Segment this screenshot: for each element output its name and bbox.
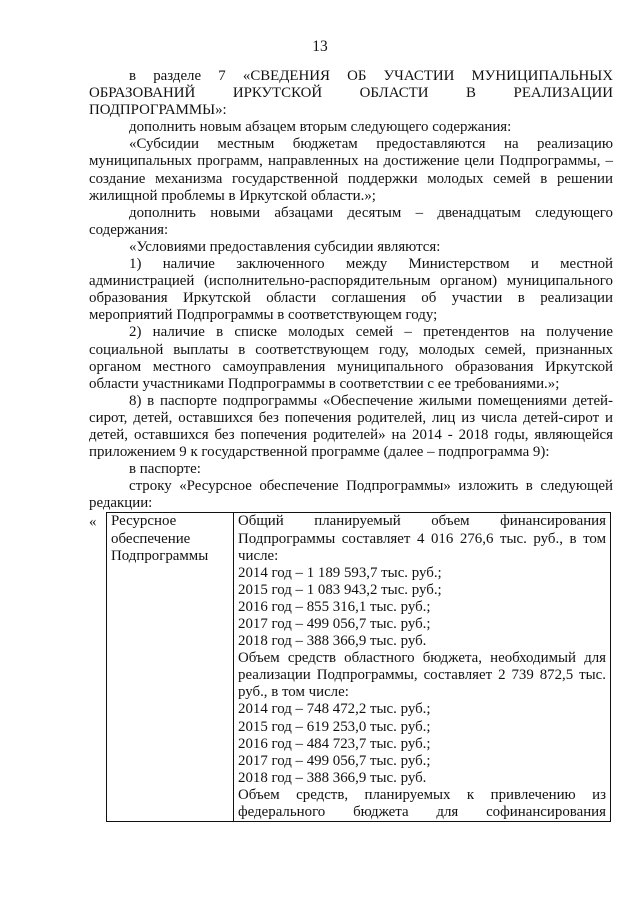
paragraph-add-tenth: дополнить новыми абзацами десятым – двенадцатым следующего содержания: <box>89 204 613 238</box>
resource-table <box>106 512 611 822</box>
regional-year-2017: 2017 год – 499 056,7 тыс. руб.; <box>238 752 431 769</box>
regional-year-2016: 2016 год – 484 723,7 тыс. руб.; <box>238 735 431 752</box>
paragraph-subsidies: «Субсидии местным бюджетам предоставляются на реализацию муниципальных программ, направленных на достижение цели Подпрограммы, – создание механизма государственной поддержки молодых семей в решении жилищной проблемы в Иркутской области.»; <box>89 136 613 204</box>
row-label-cell <box>107 513 234 822</box>
total-year-2018: 2018 год – 388 366,9 тыс. руб. <box>238 633 427 650</box>
total-year-2015: 2015 год – 1 083 943,2 тыс. руб.; <box>238 581 442 598</box>
table-row <box>107 513 611 822</box>
paragraph-add-second: дополнить новым абзацем вторым следующего содержания: <box>129 119 512 136</box>
row-value-cell <box>234 513 611 822</box>
total-year-2014: 2014 год – 1 189 593,7 тыс. руб.; <box>238 564 442 581</box>
document-body <box>89 68 613 822</box>
paragraph-conditions: «Условиями предоставления субсидии являются: <box>129 238 441 255</box>
total-year-2017: 2017 год – 499 056,7 тыс. руб.; <box>238 616 431 632</box>
paragraph-row-edit: строку «Ресурсное обеспечение Подпрограммы» изложить в следующей редакции: <box>89 478 613 512</box>
regional-year-2015: 2015 год – 619 253,0 тыс. руб.; <box>238 718 431 735</box>
federal-funding-text: Объем средств, планируемых к привлечению из федерального бюджета для софинансирования <box>238 786 606 821</box>
paragraph-condition-1: 1) наличие заключенного между Министерством и местной администрацией (исполнительно-распорядительным органом) муниципального образования Иркутской области соглашения об участии в реализации мероприятий Подпрограммы в соответствующем году; <box>89 256 613 324</box>
total-year-2016: 2016 год – 855 316,1 тыс. руб.; <box>238 598 431 615</box>
open-quote: « <box>89 514 97 531</box>
regional-year-2014: 2014 год – 748 472,2 тыс. руб.; <box>238 701 431 718</box>
row-label: Ресурсное обеспечение Подпрограммы <box>111 513 209 564</box>
regional-year-2018: 2018 год – 388 366,9 тыс. руб. <box>238 769 427 786</box>
regional-funding-text: Объем средств областного бюджета, необходимый для реализации Подпрограммы, составляет 2 739 872,5 тыс. руб., в том числе: <box>238 650 606 701</box>
page-number: 13 <box>312 38 328 55</box>
paragraph-item-8: 8) в паспорте подпрограммы «Обеспечение жилыми помещениями детей-сирот, детей, оставшихся без попечения родителей, лиц из числа детей-сирот и детей, оставшихся без попечения родителей» на 2014 - 2018 годы, являющейся приложением 9 к государственной программе (далее – подпрограмма 9): <box>89 392 613 461</box>
paragraph-condition-2: 2) наличие в списке молодых семей – претендентов на получение социальной выплаты в соответствующем году, молодых семей, признанных органом местного самоуправления муниципального образования Иркутской области участниками Подпрограммы в соответствии с ее требованиями.»; <box>89 324 613 392</box>
resource-table-wrapper <box>89 512 613 822</box>
paragraph-in-passport: в паспорте: <box>129 461 201 478</box>
paragraph-section-7: в разделе 7 «СВЕДЕНИЯ ОБ УЧАСТИИ МУНИЦИПАЛЬНЫХ ОБРАЗОВАНИЙ ИРКУТСКОЙ ОБЛАСТИ В РЕАЛИЗАЦИИ ПОДПРОГРАММЫ»: <box>89 68 613 119</box>
total-funding-text: Общий планируемый объем финансирования Подпрограммы составляет 4 016 276,6 тыс. руб., в том числе: <box>238 513 606 564</box>
